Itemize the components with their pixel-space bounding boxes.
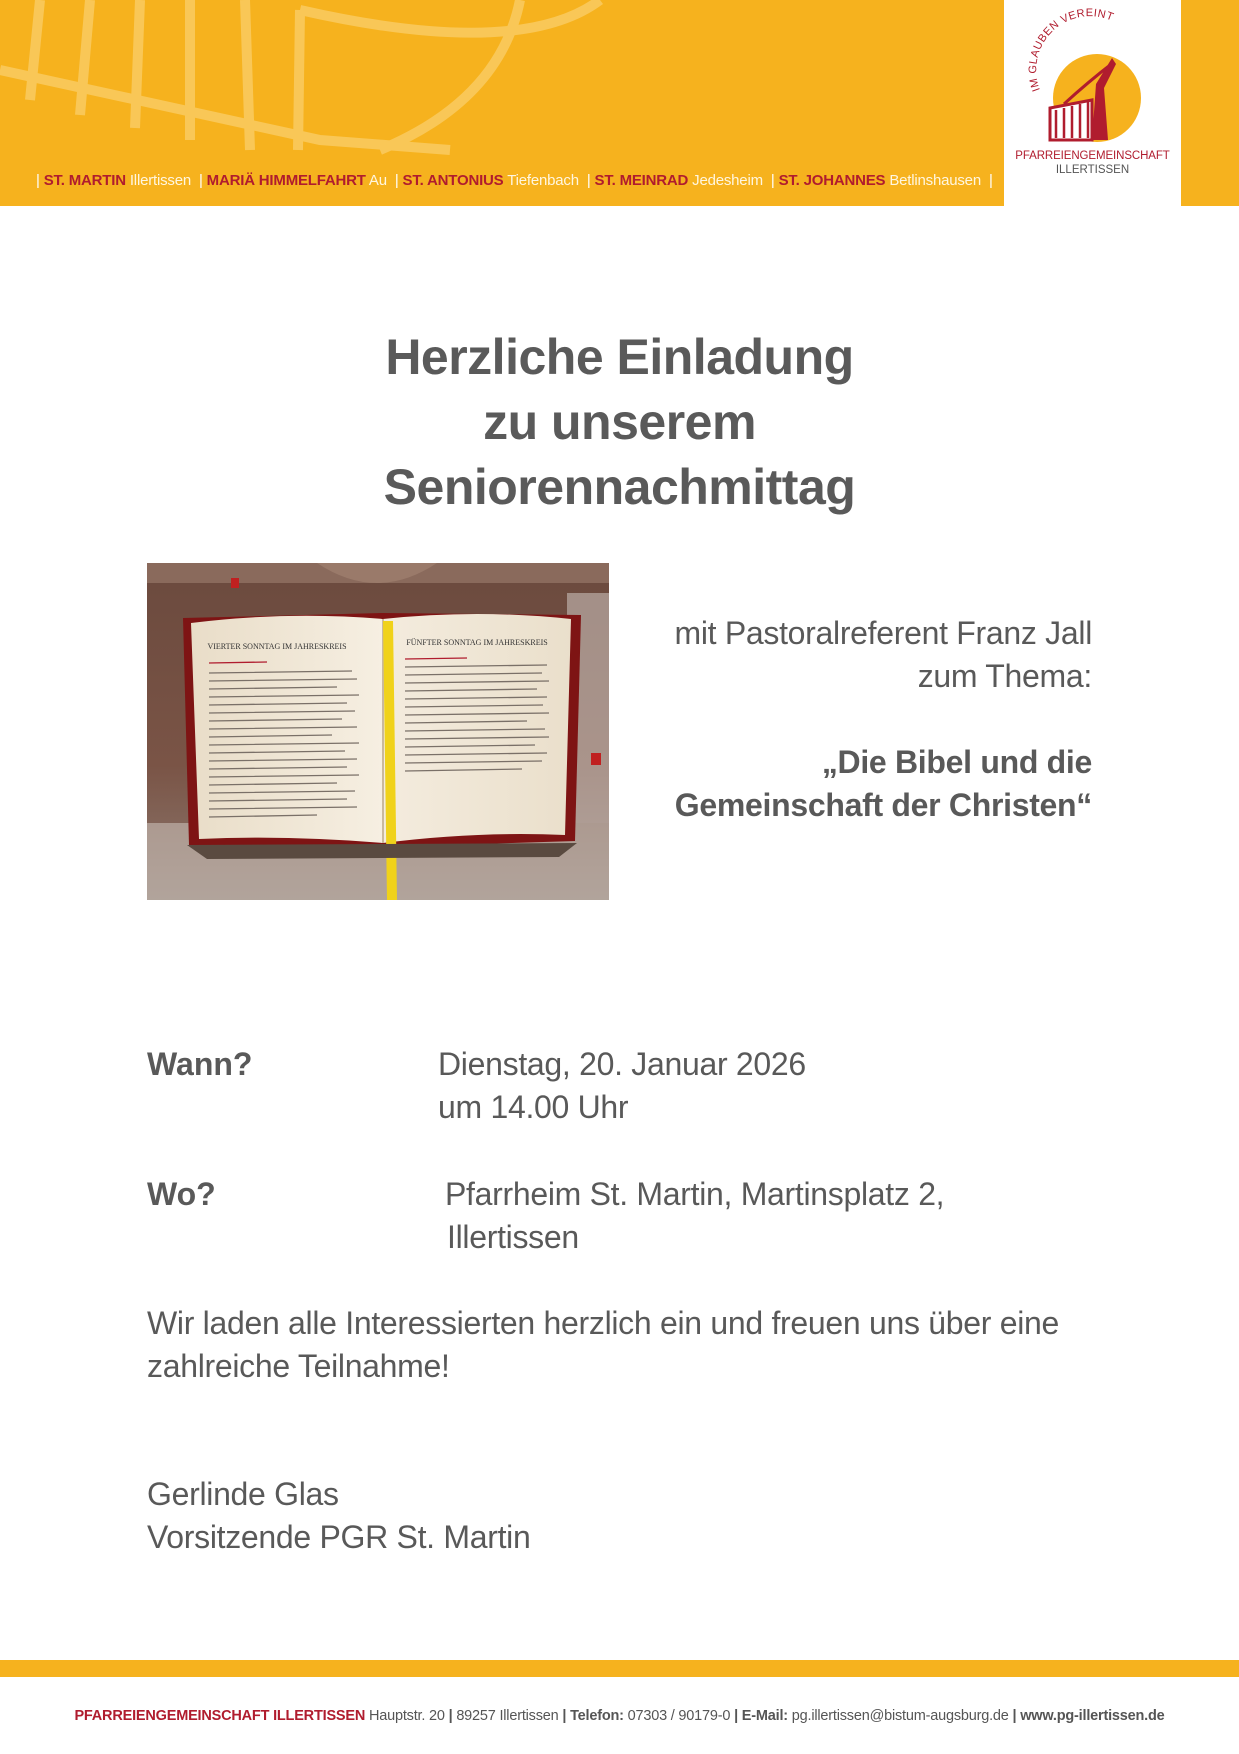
title-line: zu unserem <box>483 394 756 450</box>
title-line: Seniorennachmittag <box>383 459 856 515</box>
parish-list: | ST. MARTIN Illertissen | MARIÄ HIMMELFAHRT Au | ST. ANTONIUS Tiefenbach | ST. MEINRAD Jedesheim | ST. JOHANNES Betlinshausen | <box>36 172 993 189</box>
parish-place: Illertissen <box>129 172 191 189</box>
parish-name: ST. ANTONIUS <box>402 172 504 189</box>
footer-bar <box>0 1660 1239 1677</box>
parish-name: MARIÄ HIMMELFAHRT <box>206 172 366 189</box>
invitation-title <box>0 325 1239 520</box>
signer-role: Vorsitzende PGR St. Martin <box>147 1519 531 1555</box>
event-time: um 14.00 Uhr <box>438 1089 629 1125</box>
footer-contact: PFARREIENGEMEINSCHAFT ILLERTISSEN Hauptstr. 20 | 89257 Illertissen | Telefon: 07303 / 90179-0 | E-Mail: pg.illertissen@bistum-augsburg.de | www.pg-illertissen.de <box>74 1708 1165 1724</box>
footer-org: PFARREIENGEMEINSCHAFT ILLERTISSEN <box>74 1708 366 1724</box>
parish-name: ST. JOHANNES <box>778 172 886 189</box>
invitation-text: Wir laden alle Interessierten herzlich ein und freuen uns über eine zahlreiche Teilnahme! <box>147 1305 1059 1384</box>
parish-name: ST. MEINRAD <box>594 172 689 189</box>
logo-org-name: PFARREIENGEMEINSCHAFT <box>1015 150 1170 162</box>
theme-line: Gemeinschaft der Christen“ <box>674 787 1092 823</box>
footer-email-label: E-Mail: <box>741 1708 788 1724</box>
theme-line: „Die Bibel und die <box>821 744 1092 780</box>
event-date: Dienstag, 20. Januar 2026 <box>438 1046 806 1082</box>
parish-place: Tiefenbach <box>507 172 579 189</box>
where-label: Wo? <box>147 1176 216 1212</box>
theme-intro: zum Thema: <box>917 658 1092 694</box>
when-value <box>438 1043 806 1129</box>
when-label: Wann? <box>147 1046 253 1082</box>
photo-left-heading: VIERTER SONNTAG IM JAHRESKREIS <box>207 642 347 651</box>
parish-place: Betlinshausen <box>889 172 981 189</box>
logo-org-place: ILLERTISSEN <box>1055 164 1130 176</box>
footer-email-link[interactable]: pg.illertissen@bistum-augsburg.de <box>791 1708 1009 1724</box>
open-bible-photo <box>147 563 609 900</box>
signer-name: Gerlinde Glas <box>147 1476 339 1512</box>
photo-right-heading: FÜNFTER SONNTAG IM JAHRESKREIS <box>406 638 548 647</box>
footer-phone: 07303 / 90179-0 <box>627 1708 731 1724</box>
title-line: Herzliche Einladung <box>385 329 854 385</box>
signature-block <box>147 1473 530 1559</box>
logo-arc-text: IM GLAUBEN VEREINT <box>1027 7 1116 94</box>
parish-place: Au <box>368 172 387 189</box>
where-value <box>445 1173 944 1259</box>
event-city: Illertissen <box>447 1219 579 1255</box>
parish-place: Jedesheim <box>692 172 763 189</box>
theme-title <box>675 741 1092 827</box>
church-logo-icon <box>1004 0 1181 150</box>
speaker-line: mit Pastoralreferent Franz Jall <box>674 615 1092 651</box>
event-address: Pfarrheim St. Martin, Martinsplatz 2, <box>445 1176 945 1212</box>
parish-logo <box>1004 0 1181 206</box>
footer-web-link[interactable]: www.pg-illertissen.de <box>1020 1708 1165 1724</box>
header-banner <box>0 0 1239 206</box>
footer-city: 89257 Illertissen <box>456 1708 559 1724</box>
parish-name: ST. MARTIN <box>43 172 126 189</box>
footer-phone-label: Telefon: <box>570 1708 624 1724</box>
footer-address: Hauptstr. 20 <box>368 1708 445 1724</box>
speaker-info <box>674 612 1092 698</box>
